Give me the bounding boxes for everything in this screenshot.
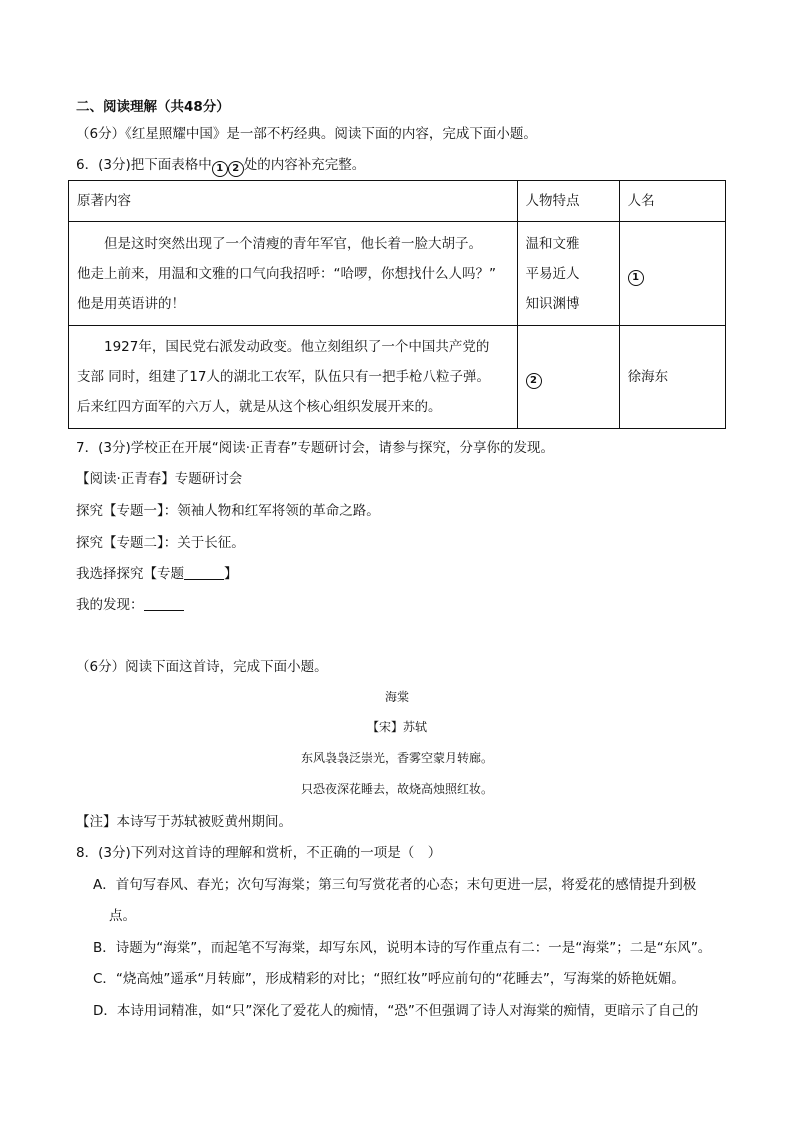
row1-content-line: 他是用英语讲的！ xyxy=(77,295,185,312)
trait-item: 知识渊博 xyxy=(525,295,580,312)
table-header-row xyxy=(69,181,726,222)
q6-prompt-after: 处的内容补充完整。 xyxy=(243,157,366,173)
q6-prompt xyxy=(76,155,365,177)
q7-meeting-title: 【阅读·正青春】专题研讨会 xyxy=(76,471,243,487)
row2-content-line: 1927年，国民党右派发动政变。他立刻组织了一个中国共产党的 xyxy=(104,339,490,355)
q7-topic-1: 探究【专题一】：领袖人物和红军将领的革命之路。 xyxy=(76,503,380,519)
row2-name: 徐海东 xyxy=(619,326,725,429)
q6-prompt-before: 6．(3分)把下面表格中 xyxy=(76,157,212,173)
circled-2-mark: 2 xyxy=(526,373,542,389)
poem-author: 【宋】苏轼 xyxy=(366,720,427,734)
q7-choose-topic xyxy=(76,564,238,584)
circled-1-mark: 1 xyxy=(628,270,644,286)
row1-content xyxy=(69,222,518,326)
option-a-line-1[interactable]: A．首句写春风、春光；次句写海棠；第三句写赏花者的心态；末句更进一层，将爱花的感情提升到极 xyxy=(93,877,697,893)
row1-name-blank xyxy=(619,222,725,326)
choose-suffix: 】 xyxy=(224,566,238,582)
poem-intro: （6分）阅读下面这首诗，完成下面小题。 xyxy=(76,659,328,675)
poem-line-2: 只恐夜深花睡去，故烧高烛照红妆。 xyxy=(300,782,493,796)
discovery-answer-blank[interactable] xyxy=(144,596,184,611)
row2-content-line: 后来红四方面军的六万人，就是从这个核心组织发展开来的。 xyxy=(77,399,442,415)
circled-2-mark: 2 xyxy=(228,161,244,177)
table-row xyxy=(69,222,726,326)
header-person-name: 人名 xyxy=(619,181,725,222)
section-intro: （6分）《红星照耀中国》是一部不朽经典。阅读下面的内容，完成下面小题。 xyxy=(76,126,537,142)
option-b[interactable]: B．诗题为“海棠”，而起笔不写海棠，却写东风，说明本诗的写作重点有二：一是“海棠”；二是“东风”。 xyxy=(93,940,712,956)
q8-prompt: 8．(3分)下列对这首诗的理解和赏析，不正确的一项是（ ） xyxy=(76,845,442,861)
table-row xyxy=(69,326,726,429)
row2-content-line: 支部 同时，组建了17人的湖北工农军，队伍只有一把手枪八粒子弹。 xyxy=(77,369,490,385)
row2-traits-blank xyxy=(517,326,619,429)
poem-title: 海棠 xyxy=(384,690,409,704)
row1-content-line: 但是这时突然出现了一个清瘦的青年军官，他长着一脸大胡子。 xyxy=(104,235,482,252)
trait-item: 平易近人 xyxy=(525,265,580,282)
option-c[interactable]: C．“烧高烛”遥承“月转廊”，形成精彩的对比；“照红妆”呼应前句的“花睡去”，写海棠的娇艳妩媚。 xyxy=(93,971,685,987)
header-original-content: 原著内容 xyxy=(69,181,518,222)
circled-1-mark: 1 xyxy=(212,161,228,177)
choose-prefix: 我选择探究【专题 xyxy=(76,566,184,582)
section-title: 二、阅读理解（共48分） xyxy=(76,99,230,115)
poem-line-1: 东风袅袅泛崇光，香雾空蒙月转廊。 xyxy=(300,751,493,765)
topic-answer-blank[interactable] xyxy=(184,565,224,580)
row2-content xyxy=(69,326,518,429)
header-character-traits: 人物特点 xyxy=(517,181,619,222)
option-a-line-2: 点。 xyxy=(109,908,136,924)
q7-discovery xyxy=(76,595,184,615)
q7-prompt: 7．(3分)学校正在开展“阅读·正青春”专题研讨会，请参与探究，分享你的发现。 xyxy=(76,440,554,456)
q6-table xyxy=(68,180,726,429)
poem-note: 【注】本诗写于苏轼被贬黄州期间。 xyxy=(76,814,292,830)
q7-topic-2: 探究【专题二】：关于长征。 xyxy=(76,535,245,551)
option-d[interactable]: D．本诗用词精准，如“只”深化了爱花人的痴情，“恐”不但强调了诗人对海棠的痴情，更暗示了自己的 xyxy=(93,1003,699,1019)
row1-traits xyxy=(517,222,619,326)
trait-item: 温和文雅 xyxy=(525,235,580,252)
row1-content-line: 他走上前来，用温和文雅的口气向我招呼：“哈啰，你想找什么人吗？” xyxy=(77,265,496,282)
discovery-label: 我的发现： xyxy=(76,597,144,613)
